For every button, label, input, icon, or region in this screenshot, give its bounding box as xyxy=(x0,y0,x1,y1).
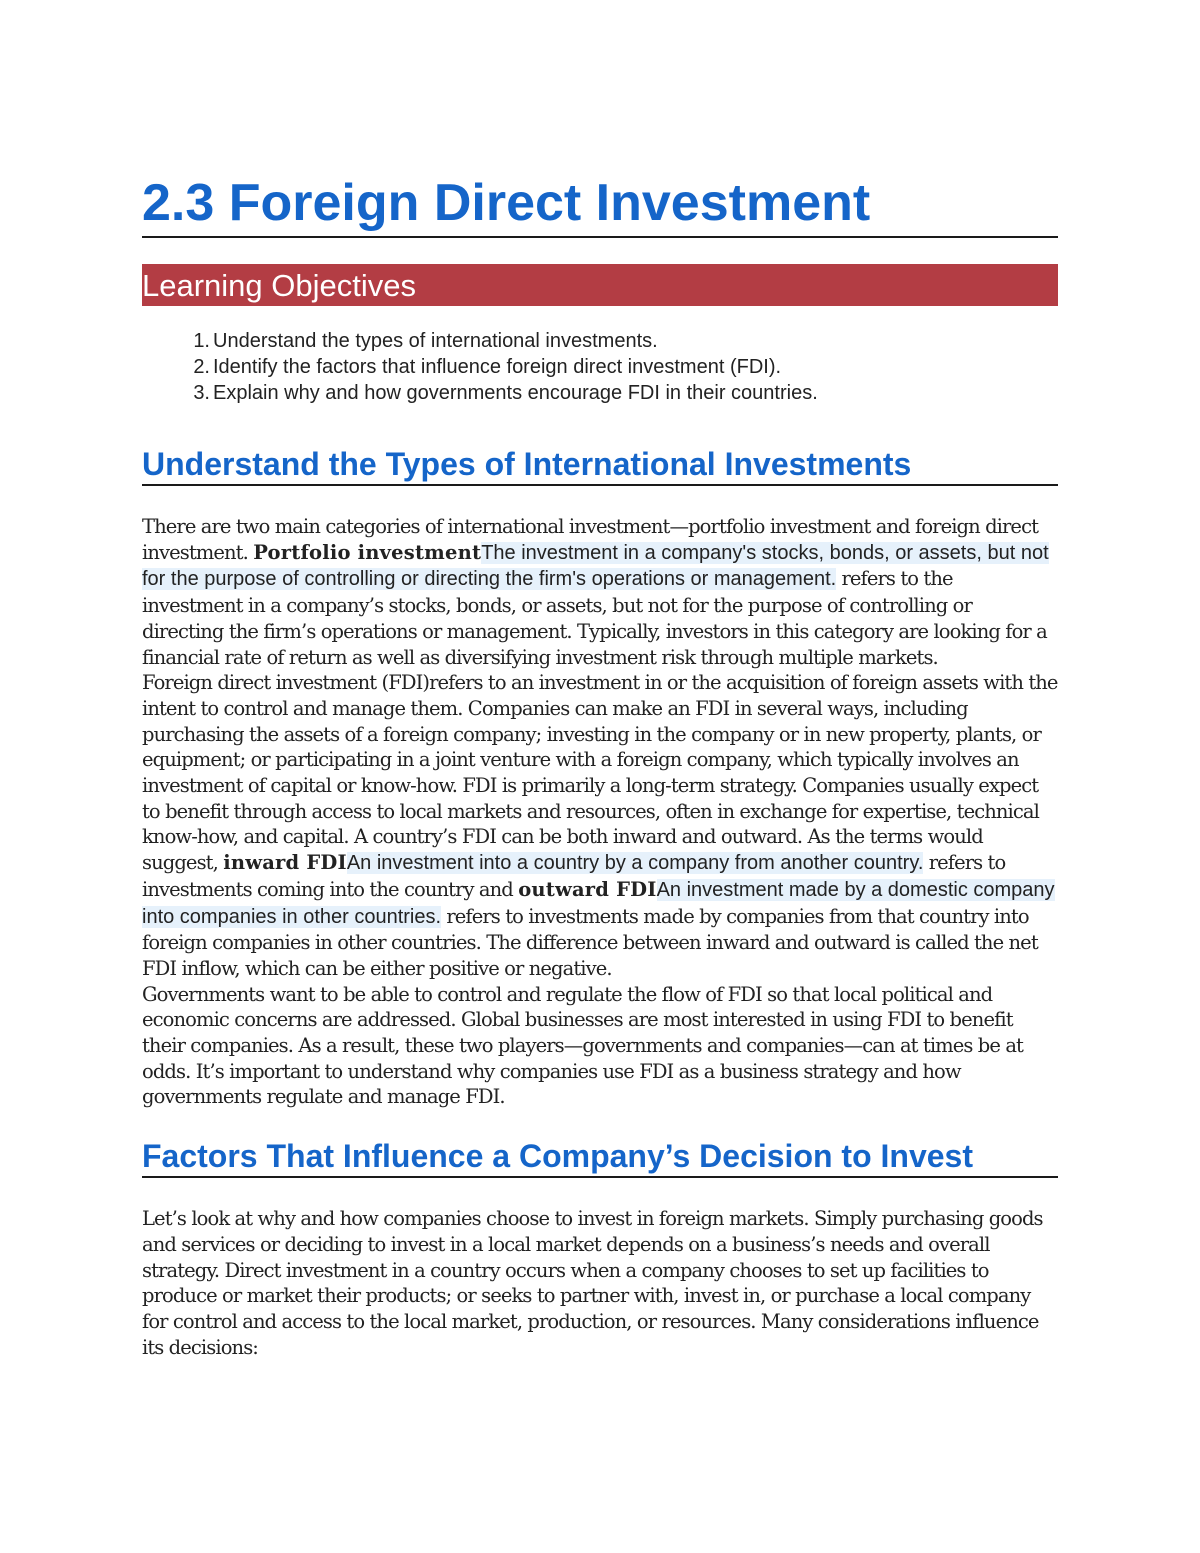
section-heading-types: Understand the Types of International Investments xyxy=(142,446,912,482)
list-item xyxy=(142,354,1058,380)
document-page xyxy=(142,170,1058,1360)
paragraph-text: Foreign direct investment (FDI)refers to an investment in or the acquisition of foreign assets with the intent to control and manage them. Companies can make an FDI in several ways, including purchasing the assets of a foreign company; investing in the company or in new property, plants, or equipment; or participating in a joint venture with a foreign company, which typically involves an investment of capital or know-how. FDI is primarily a long-term strategy. Companies usually expect to benefit through access to local markets and resources, often in exchange for expertise, technical know-how, and capital. A country’s FDI can be both inward and outward. As the terms would suggest, xyxy=(142,671,1058,875)
list-item-number: 3. xyxy=(193,382,210,404)
learning-objectives-banner xyxy=(142,264,1058,306)
section-heading-factors: Factors That Influence a Company’s Decision to Invest xyxy=(142,1138,973,1175)
learning-objectives-list xyxy=(142,328,1058,406)
list-item xyxy=(142,380,1058,406)
paragraph-text: There are two main categories of international investment—portfolio investment and foreign direct investment. xyxy=(142,515,1039,564)
title-divider xyxy=(142,236,1058,238)
list-item-text: Explain why and how governments encourage FDI in their countries. xyxy=(213,382,818,404)
paragraph-governments: Governments want to be able to control and regulate the flow of FDI so that local political and economic concerns are addressed. Global businesses are most interested in using FDI to benefit their companies. As a result, these two players—governments and companies—can at times be at odds. It’s important to understand why companies use FDI as a business strategy and how governments regulate and manage FDI. xyxy=(142,982,1023,1109)
term-outward-fdi: outward FDI xyxy=(518,877,657,901)
list-item-text: Understand the types of international investments. xyxy=(213,330,658,352)
learning-objectives-heading: Learning Objectives xyxy=(142,268,416,303)
list-item-number: 1. xyxy=(193,330,210,352)
paragraph-fdi xyxy=(142,670,1058,981)
paragraph-text: refers to investments coming into the country and xyxy=(142,851,1006,901)
paragraph-portfolio xyxy=(142,514,1058,670)
list-item xyxy=(142,328,1058,354)
glossary-definition: An investment into a country by a company from another country. xyxy=(346,852,924,875)
glossary-definition: The investment in a company's stocks, bonds, or assets, but not for the purpose of controlling or directing the firm's operations or management. xyxy=(142,541,1049,591)
term-portfolio-investment: Portfolio investment xyxy=(253,540,482,564)
paragraph-text: refers to the investment in a company’s stocks, bonds, or assets, but not for the purpose of controlling or directing the firm’s operations or management. Typically, investors in this category are looking for a financial rate of return as well as diversifying investment risk through multiple markets. xyxy=(142,567,1047,669)
list-item-text: Identify the factors that influence foreign direct investment (FDI). xyxy=(213,356,782,378)
paragraph-text: refers to investments made by companies from that country into foreign companies in other countries. The difference between inward and outward is called the net FDI inflow, which can be either positive or negative. xyxy=(142,904,1038,980)
list-item-number: 2. xyxy=(193,356,210,378)
paragraph-factors: Let’s look at why and how companies choose to invest in foreign markets. Simply purchasing goods and services or deciding to invest in a local market depends on a business’s needs and overall strategy. Direct investment in a country occurs when a company chooses to set up facilities to produce or market their products; or seeks to partner with, invest in, or purchase a local company for control and access to the local market, production, or resources. Many considerations influence its decisions: xyxy=(142,1207,1043,1359)
page-title: 2.3 Foreign Direct Investment xyxy=(142,174,871,232)
term-inward-fdi: inward FDI xyxy=(223,851,347,875)
glossary-definition: An investment made by a domestic company into companies in other countries. xyxy=(142,878,1055,928)
